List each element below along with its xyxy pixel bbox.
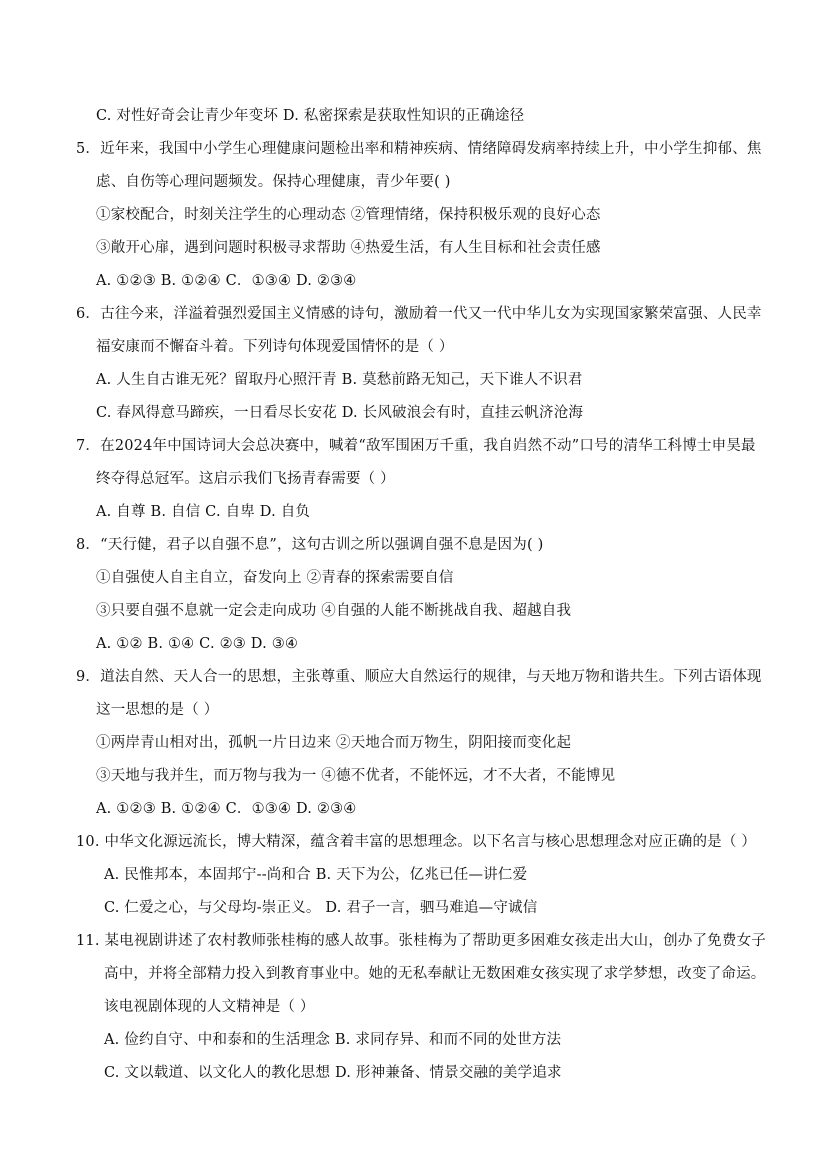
q7-stem-line1: 7．在2024年中国诗词大会总决赛中，喊着“敌军围困万千重，我自岿然不动”口号的清华工科博士申昊最 <box>76 438 756 454</box>
q5-options: A. ①②③ B. ①②④ C．①③④ D. ②③④ <box>96 273 357 289</box>
q9-statements-12: ①两岸青山相对出，孤帆一片日边来 ②天地合而万物生，阴阳接而变化起 <box>96 735 572 751</box>
q10-options-cd: C. 仁爱之心，与父母均-崇正义。 D. 君子一言，驷马难追—守诚信 <box>104 900 538 916</box>
q11-stem-line3: 该电视剧体现的人文精神是（ ） <box>104 999 315 1015</box>
q9-statements-34: ③天地与我并生，而万物与我为一 ④德不优者，不能怀远，才不大者，不能博见 <box>96 768 616 784</box>
q11-options-ab: A. 俭约自守、中和泰和的生活理念 B. 求同存异、和而不同的处世方法 <box>104 1032 562 1048</box>
q10-stem: 10. 中华文化源远流长，博大精深，蕴含着丰富的思想理念。以下名言与核心思想理念对应正确的是（ ） <box>76 834 757 850</box>
q6-options-cd: C. 春风得意马蹄疾，一日看尽长安花 D. 长风破浪会有时，直挂云帆济沧海 <box>96 405 584 421</box>
q8-statements-34: ③只要自强不息就一定会走向成功 ④自强的人能不断挑战自我、超越自我 <box>96 603 572 619</box>
q10-options-ab: A. 民惟邦本，本固邦宁--尚和合 B. 天下为公，亿兆已任—讲仁爱 <box>104 867 528 883</box>
q6-options-ab: A. 人生自古谁无死？留取丹心照汗青 B. 莫愁前路无知己，天下谁人不识君 <box>96 372 583 388</box>
q6-stem-line1: 6．古往今来，洋溢着强烈爱国主义情感的诗句，激励着一代又一代中华儿女为实现国家繁荣富强、人民幸 <box>76 306 762 322</box>
q11-options-cd: C. 文以载道、以文化人的教化思想 D. 形神兼备、情景交融的美学追求 <box>104 1065 562 1081</box>
q7-stem-line2: 终夺得总冠军。这启示我们飞扬青春需要（ ） <box>96 471 395 487</box>
q8-statements-12: ①自强使人自主自立，奋发向上 ②青春的探索需要自信 <box>96 570 454 586</box>
q6-stem-line2: 福安康而不懈奋斗着。下列诗句体现爱国情怀的是（ ） <box>96 339 454 355</box>
q5-stem-line1: 5．近年来，我国中小学生心理健康问题检出率和精神疾病、情绪障碍发病率持续上升，中小学生抑郁、焦 <box>76 141 762 157</box>
q7-options: A. 自尊 B. 自信 C. 自卑 D. 自负 <box>96 504 311 520</box>
q4-option-cd: C. 对性好奇会让青少年变坏 D. 私密探索是获取性知识的正确途径 <box>96 108 525 124</box>
q9-stem-line2: 这一思想的是（ ） <box>96 702 219 718</box>
q9-stem-line1: 9．道法自然、天人合一的思想，主张尊重、顺应大自然运行的规律，与天地万物和谐共生。下列古语体现 <box>76 669 762 685</box>
q9-options: A. ①②③ B. ①②④ C．①③④ D. ②③④ <box>96 801 357 817</box>
q11-stem-line1: 11. 某电视剧讲述了农村教师张桂梅的感人故事。张桂梅为了帮助更多困难女孩走出大山，创办了免费女子 <box>76 933 766 949</box>
q11-stem-line2: 高中，并将全部精力投入到教育事业中。她的无私奉献让无数困难女孩实现了求学梦想，改变了命运。 <box>104 966 766 982</box>
q5-stem-line2: 虑、自伤等心理问题频发。保持心理健康，青少年要( ) <box>96 174 451 190</box>
q5-statements-12: ①家校配合，时刻关注学生的心理动态 ②管理情绪，保持积极乐观的良好心态 <box>96 207 601 223</box>
q8-options: A. ①② B. ①④ C. ②③ D. ③④ <box>96 636 299 652</box>
q8-stem: 8．“天行健，君子以自强不息”，这句古训之所以强调自强不息是因为( ) <box>76 537 544 553</box>
q5-statements-34: ③敞开心扉，遇到问题时积极寻求帮助 ④热爱生活，有人生目标和社会责任感 <box>96 240 601 256</box>
